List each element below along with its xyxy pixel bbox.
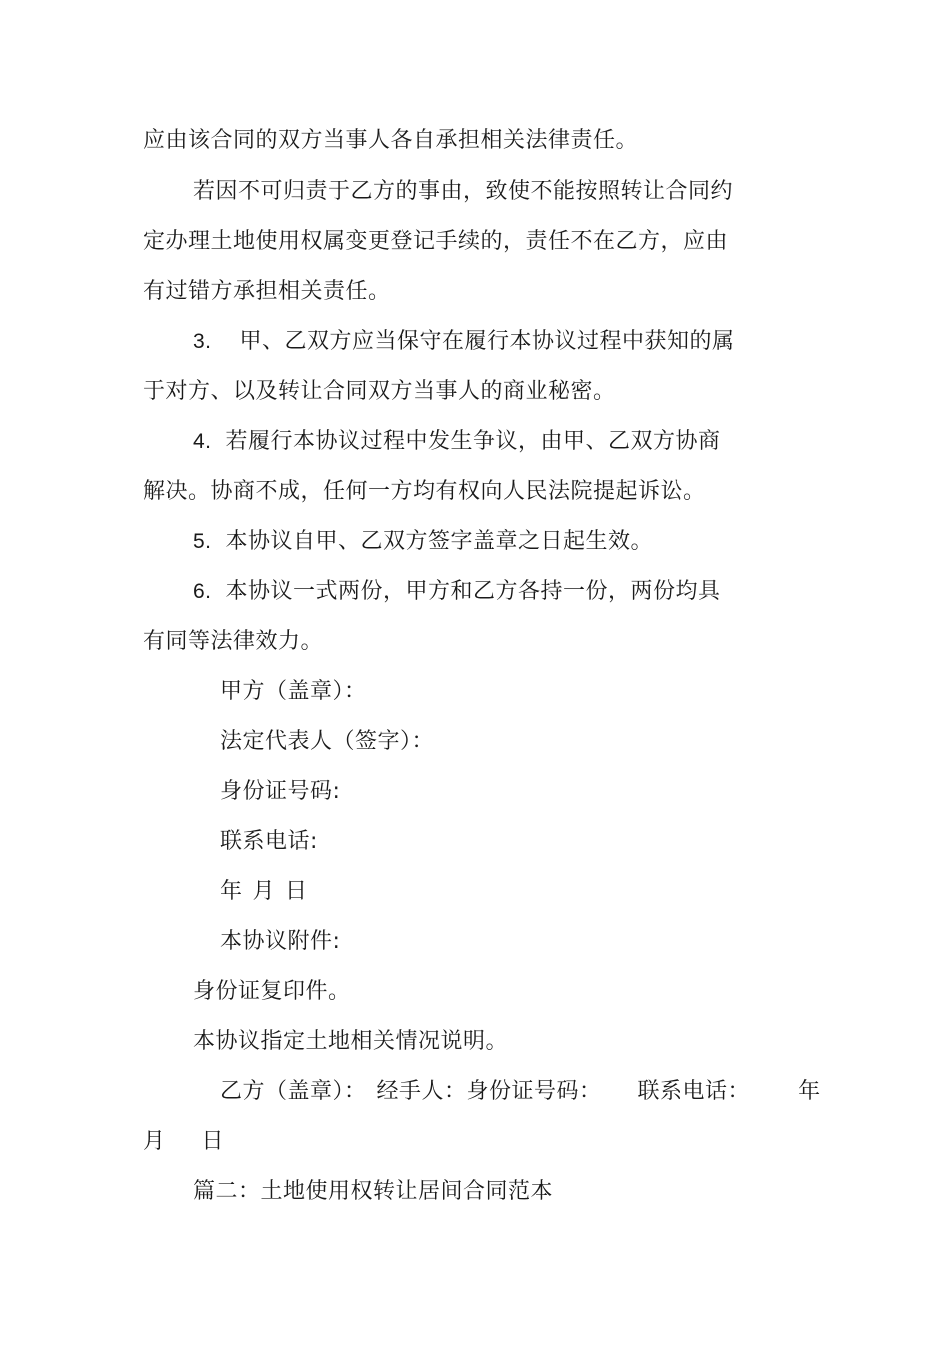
handler-label: 经手人：	[376, 1079, 467, 1104]
party-b-month: 月	[143, 1129, 166, 1154]
clause-number: 4.	[193, 430, 212, 453]
attachments-label: 本协议附件:	[220, 929, 341, 954]
party-b-day: 日	[201, 1129, 225, 1154]
paragraph-line: 有过错方承担相关责任。	[143, 279, 391, 304]
party-b-seal: 乙方（盖章）：	[220, 1079, 367, 1104]
legal-representative: 法定代表人（签字）：	[220, 729, 435, 754]
date-month: 月	[252, 879, 276, 904]
clause-6-line	[193, 577, 721, 607]
party-b-line	[220, 1077, 821, 1107]
party-a-seal: 甲方（盖章）：	[220, 679, 367, 704]
paragraph-line: 有同等法律效力。	[143, 629, 324, 654]
clause-3-line	[193, 327, 735, 357]
paragraph-line: 于对方、以及转让合同双方当事人的商业秘密。	[143, 379, 616, 404]
attachment-item: 身份证复印件。	[193, 979, 351, 1004]
clause-number: 3.	[193, 330, 212, 353]
date-day: 日	[285, 879, 308, 904]
id-number-label: 身份证号码:	[220, 779, 341, 804]
clause-text: 若履行本协议过程中发生争议，由甲、乙双方协商	[225, 429, 721, 454]
paragraph-line: 定办理土地使用权属变更登记手续的，责任不在乙方，应由	[143, 229, 729, 254]
paragraph-line: 应由该合同的双方当事人各自承担相关法律责任。	[143, 128, 639, 153]
clause-text: 甲、乙双方应当保守在履行本协议过程中获知的属	[239, 329, 735, 354]
clause-text: 本协议一式两份，甲方和乙方各持一份，两份均具	[225, 579, 721, 604]
date-year: 年	[220, 879, 243, 904]
paragraph-line: 解决。协商不成，任何一方均有权向人民法院提起诉讼。	[143, 479, 706, 504]
date-line	[220, 877, 308, 907]
paragraph-line: 若因不可归责于乙方的事由，致使不能按照转让合同约	[193, 179, 734, 204]
party-b-date-line	[143, 1127, 224, 1157]
clause-number: 6.	[193, 580, 212, 603]
party-b-id-label: 身份证号码：	[466, 1079, 602, 1104]
clause-text: 本协议自甲、乙双方签字盖章之日起生效。	[225, 529, 654, 554]
phone-label: 联系电话:	[220, 829, 318, 854]
attachment-item: 本协议指定土地相关情况说明。	[193, 1029, 509, 1054]
clause-4-line	[193, 427, 721, 457]
party-b-phone-label: 联系电话：	[637, 1079, 751, 1104]
next-section-title: 篇二：土地使用权转让居间合同范本	[193, 1179, 554, 1204]
clause-number: 5.	[193, 530, 212, 553]
party-b-year: 年	[798, 1079, 821, 1104]
clause-5-line	[193, 527, 653, 557]
